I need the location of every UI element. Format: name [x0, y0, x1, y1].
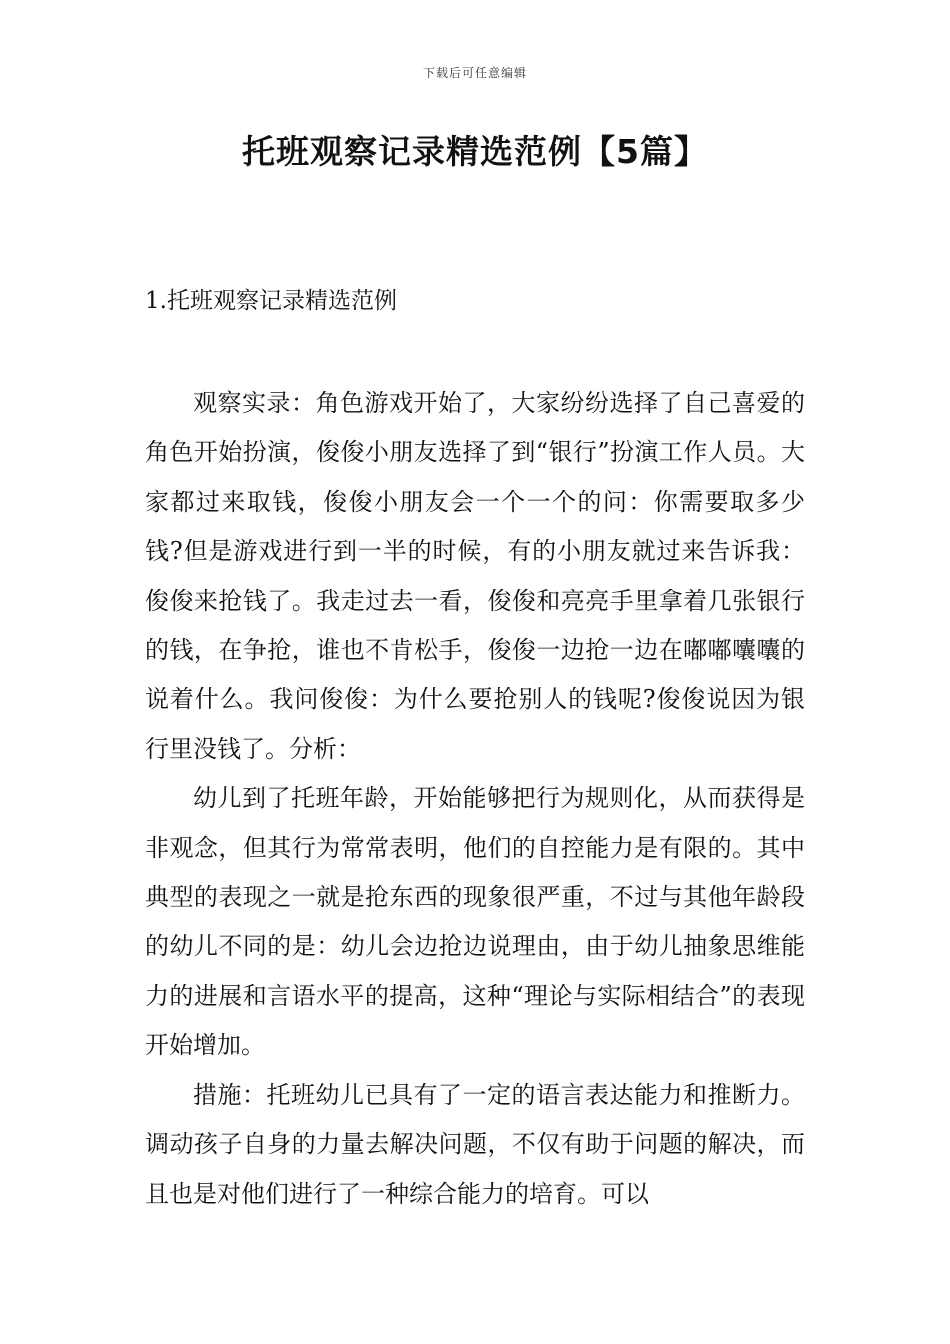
- section-heading: 1.托班观察记录精选范例: [145, 288, 397, 314]
- paragraph-observation: 观察实录：角色游戏开始了，大家纷纷选择了自己喜爱的角色开始扮演，俊俊小朋友选择了到“银行”扮演工作人员。大家都过来取钱，俊俊小朋友会一个一个的问：你需要取多少钱?但是游戏进行到一半的时候，有的小朋友就过来告诉我：俊俊来抢钱了。我走过去一看，俊俊和亮亮手里拿着几张银行的钱，在争抢，谁也不肯松手，俊俊一边抢一边在嘟嘟囔囔的说着什么。我问俊俊：为什么要抢别人的钱呢?俊俊说因为银行里没钱了。分析：: [145, 389, 805, 763]
- paragraph-analysis: 幼儿到了托班年龄，开始能够把行为规则化，从而获得是非观念，但其行为常常表明，他们的自控能力是有限的。其中典型的表现之一就是抢东西的现象很严重，不过与其他年龄段的幼儿不同的是：幼儿会边抢边说理由，由于幼儿抽象思维能力的进展和言语水平的提高，这种“理论与实际相结合”的表现开始增加。: [145, 784, 805, 1060]
- header-note: 下载后可任意编辑: [422, 66, 527, 80]
- paragraph-measures: 措施：托班幼儿已具有了一定的语言表达能力和推断力。调动孩子自身的力量去解决问题，不仅有助于问题的解决，而且也是对他们进行了一种综合能力的培育。可以: [145, 1080, 805, 1208]
- body-text: [145, 379, 805, 1219]
- document-title: 托班观察记录精选范例【5篇】: [242, 132, 708, 171]
